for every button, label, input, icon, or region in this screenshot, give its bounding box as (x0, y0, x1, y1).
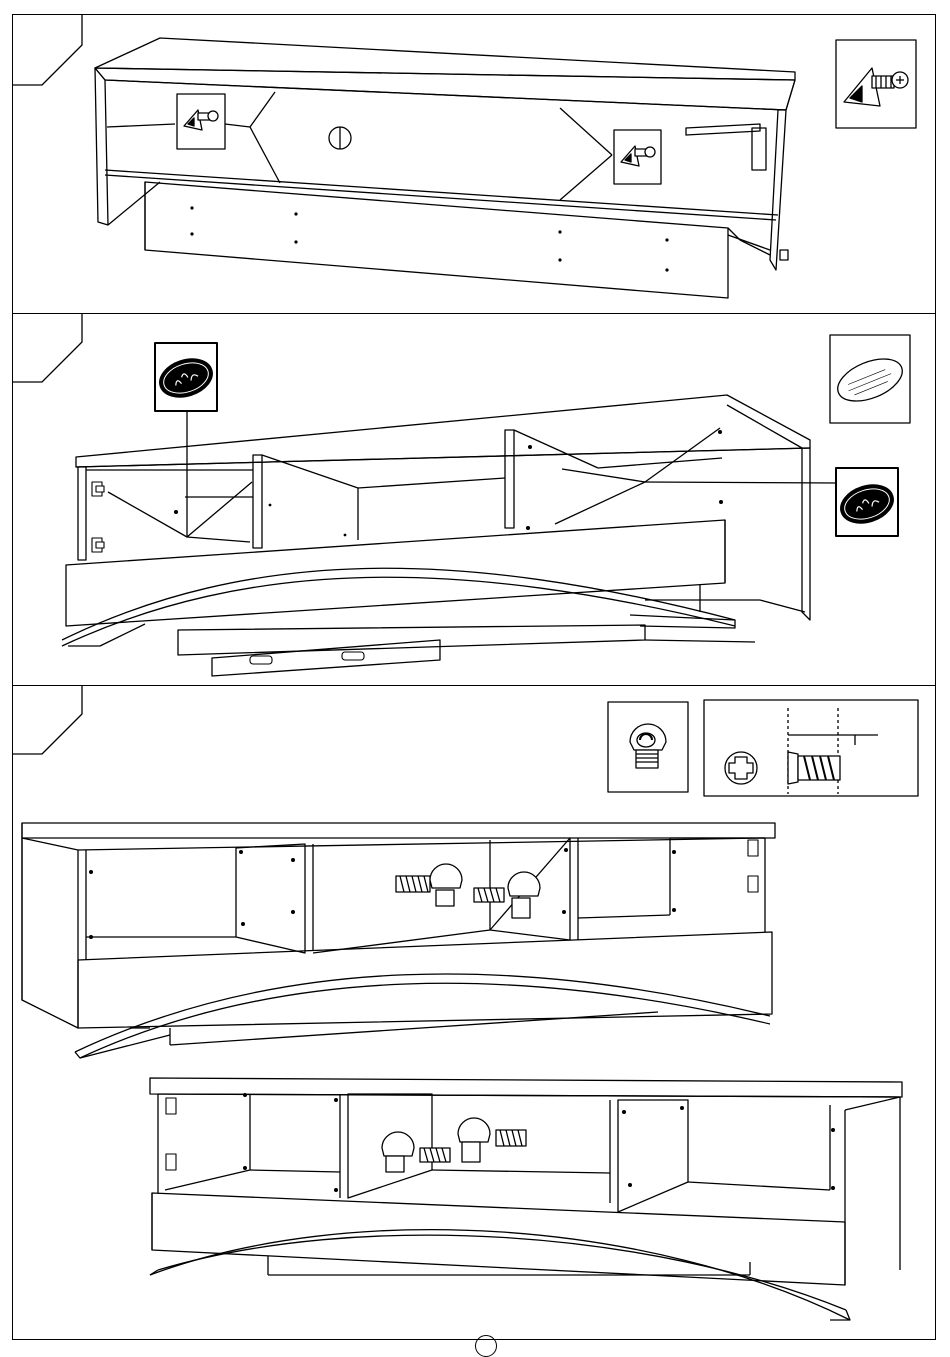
step-2-panel (12, 313, 936, 686)
step-1-badge (12, 14, 82, 85)
page-number (475, 1335, 497, 1357)
step-3-panel (12, 685, 936, 1340)
step-1-cabinet-drawing (95, 38, 795, 298)
bracket-callout-left (177, 94, 225, 149)
